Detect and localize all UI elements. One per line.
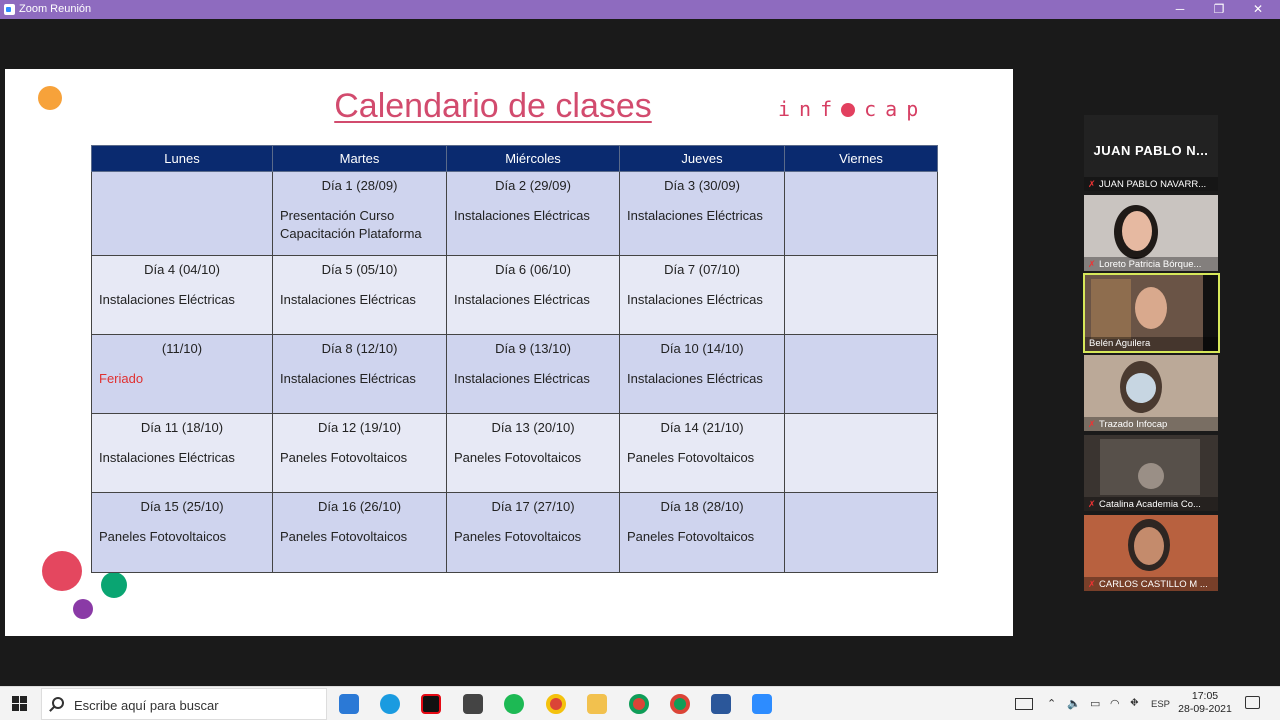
calendar-cell <box>785 493 938 573</box>
participant-name: JUAN PABLO NAVARR... <box>1099 179 1207 190</box>
cell-date: Día 8 (12/10) <box>321 341 398 356</box>
store-icon[interactable] <box>463 694 483 714</box>
mail-icon[interactable] <box>339 694 359 714</box>
cell-date <box>792 420 930 439</box>
cell-subject: Paneles Fotovoltaicos <box>454 529 582 544</box>
cell-date <box>792 499 930 518</box>
calendar-cell <box>447 414 620 493</box>
taskbar-clock[interactable] <box>1176 690 1234 716</box>
maximize-button[interactable]: ❐ <box>1213 2 1225 16</box>
cell-subject: Instalaciones Eléctricas <box>280 292 416 307</box>
calendar-header-row <box>92 146 938 172</box>
cell-date: Día 3 (30/09) <box>664 178 740 193</box>
calendar-cell <box>92 493 273 573</box>
calendar-cell <box>620 493 785 573</box>
chrome-profile-icon[interactable] <box>629 694 649 714</box>
cell-date: Día 4 (04/10) <box>144 262 220 277</box>
header-martes: Martes <box>273 146 447 172</box>
spotify-icon[interactable] <box>504 694 524 714</box>
minimize-button[interactable]: ─ <box>1175 2 1185 16</box>
cell-date: Día 11 (18/10) <box>140 420 224 435</box>
cell-subject: Paneles Fotovoltaicos <box>627 450 755 465</box>
cell-subject: Instalaciones Eléctricas <box>454 371 590 386</box>
participant-name: Loreto Patricia Bórque... <box>1099 259 1202 270</box>
cell-subject: Presentación Curso Capacitación Plataforma <box>280 208 422 241</box>
participant-tile[interactable] <box>1084 355 1218 431</box>
network-icon[interactable]: ⛖ <box>1130 697 1139 709</box>
participant-tile[interactable] <box>1084 515 1218 591</box>
close-button[interactable]: ✕ <box>1252 2 1264 16</box>
participant-tile-active[interactable] <box>1083 273 1220 353</box>
participant-name: Belén Aguilera <box>1089 338 1151 349</box>
calendar-cell <box>273 493 447 573</box>
cell-date: Día 5 (05/10) <box>321 262 398 277</box>
calendar-row <box>92 414 938 493</box>
cell-subject: Instalaciones Eléctricas <box>454 208 590 223</box>
chrome-icon[interactable] <box>546 694 566 714</box>
cell-date: Día 1 (28/09) <box>321 178 398 193</box>
cell-subject: Paneles Fotovoltaicos <box>99 529 227 544</box>
netflix-icon[interactable] <box>421 694 441 714</box>
cell-date: Día 9 (13/10) <box>495 341 571 356</box>
calendar-row <box>92 335 938 414</box>
participant-video <box>1122 211 1152 251</box>
calendar-cell <box>273 256 447 335</box>
calendar-cell <box>92 414 273 493</box>
participant-video <box>1138 463 1164 489</box>
participant-name: Trazado Infocap <box>1099 419 1168 430</box>
calendar-cell <box>447 493 620 573</box>
muted-mic-icon: ✗ <box>1088 419 1096 429</box>
battery-icon[interactable]: ▭ <box>1090 698 1101 710</box>
cell-date: Día 13 (20/10) <box>491 420 575 435</box>
participant-tile[interactable] <box>1084 435 1218 511</box>
cell-subject: Instalaciones Eléctricas <box>280 371 416 386</box>
infocap-logo: inf cap <box>778 97 928 121</box>
cell-subject: Paneles Fotovoltaicos <box>627 529 755 544</box>
header-viernes: Viernes <box>785 146 938 172</box>
edge-icon[interactable] <box>380 694 400 714</box>
cell-date <box>792 178 930 197</box>
muted-mic-icon: ✗ <box>1088 579 1096 589</box>
decor-dot-purple <box>73 599 93 619</box>
cell-date: Día 17 (27/10) <box>491 499 575 514</box>
cell-subject: Instalaciones Eléctricas <box>627 292 763 307</box>
muted-mic-icon: ✗ <box>1088 499 1096 509</box>
cell-date: Día 14 (21/10) <box>660 420 744 435</box>
calendar-cell <box>92 172 273 256</box>
notification-icon[interactable] <box>1245 696 1260 709</box>
cell-date: Día 7 (07/10) <box>664 262 740 277</box>
calendar-cell <box>785 172 938 256</box>
cell-subject: Paneles Fotovoltaicos <box>280 450 408 465</box>
wifi-icon[interactable]: ◠ <box>1110 698 1120 710</box>
calendar-cell <box>620 256 785 335</box>
participant-video <box>1126 373 1156 403</box>
participant-name: Catalina Academia Co... <box>1099 499 1201 510</box>
slide-title: Calendario de clases <box>334 87 652 125</box>
calendar-cell <box>92 256 273 335</box>
cell-subject: Instalaciones Eléctricas <box>99 292 235 307</box>
clock-time: 17:05 <box>1191 690 1219 702</box>
muted-mic-icon: ✗ <box>1088 179 1096 189</box>
cell-date: (11/10) <box>161 341 203 356</box>
word-icon[interactable] <box>711 694 731 714</box>
calendar-cell <box>447 256 620 335</box>
decor-dot-red <box>42 551 82 591</box>
window-title: Zoom Reunión <box>19 3 92 15</box>
zoom-taskbar-icon[interactable] <box>752 694 772 714</box>
shared-screen <box>5 69 1013 636</box>
header-lunes: Lunes <box>92 146 273 172</box>
header-miercoles: Miércoles <box>447 146 620 172</box>
cell-date: Día 12 (19/10) <box>317 420 402 435</box>
participant-tile[interactable] <box>1084 115 1218 191</box>
clock-date: 28-09-2021 <box>1178 703 1232 715</box>
chevron-up-icon[interactable]: ⌃ <box>1047 698 1057 710</box>
calendar-row <box>92 493 938 573</box>
taskbar-search-box[interactable] <box>41 688 327 720</box>
calendar-cell <box>620 414 785 493</box>
calendar-cell <box>785 414 938 493</box>
cell-date <box>792 262 930 281</box>
cell-date <box>792 341 930 360</box>
cell-subject: Instalaciones Eléctricas <box>627 208 763 223</box>
cell-subject: Paneles Fotovoltaicos <box>280 529 408 544</box>
cell-date: Día 2 (29/09) <box>495 178 571 193</box>
calendar-cell <box>785 256 938 335</box>
chrome-profile-2-icon[interactable] <box>670 694 690 714</box>
window-titlebar <box>0 0 1280 19</box>
calendar-cell <box>273 414 447 493</box>
participant-tile[interactable] <box>1084 195 1218 271</box>
volume-icon[interactable]: 🔈 <box>1067 698 1081 710</box>
cell-subject: Paneles Fotovoltaicos <box>454 450 582 465</box>
participant-video <box>1134 527 1164 565</box>
keyboard-icon[interactable] <box>1015 698 1033 710</box>
file-explorer-icon[interactable] <box>587 694 607 714</box>
calendar-cell <box>620 335 785 414</box>
calendar-cell <box>447 335 620 414</box>
decor-dot-green <box>101 572 127 598</box>
muted-mic-icon: ✗ <box>1088 259 1096 269</box>
participant-initials-name: JUAN PABLO N... <box>1093 143 1209 158</box>
calendar-cell <box>447 172 620 256</box>
cell-subject: Instalaciones Eléctricas <box>454 292 590 307</box>
cell-date: Día 15 (25/10) <box>140 499 224 514</box>
calendar-cell <box>92 335 273 414</box>
cell-date: Día 10 (14/10) <box>660 341 744 356</box>
calendar-cell <box>785 335 938 414</box>
search-icon <box>52 697 64 709</box>
windows-start-icon[interactable] <box>12 696 27 711</box>
zoom-icon <box>4 4 15 15</box>
cell-subject: Instalaciones Eléctricas <box>99 450 235 465</box>
participant-name: CARLOS CASTILLO M ... <box>1099 579 1208 590</box>
class-calendar <box>91 145 938 573</box>
participant-video <box>1135 287 1167 329</box>
calendar-row <box>92 172 938 256</box>
language-indicator[interactable]: ESP <box>1151 699 1171 710</box>
cell-holiday: Feriado <box>99 371 144 386</box>
calendar-cell <box>273 172 447 256</box>
cell-date: Día 18 (28/10) <box>660 499 744 514</box>
windows-taskbar <box>0 686 1280 720</box>
cell-subject: Instalaciones Eléctricas <box>627 371 763 386</box>
cell-date: Día 6 (06/10) <box>495 262 571 277</box>
search-placeholder: Escribe aquí para buscar <box>74 698 219 713</box>
calendar-cell <box>273 335 447 414</box>
cell-date <box>99 178 265 197</box>
calendar-cell <box>620 172 785 256</box>
cell-date: Día 16 (26/10) <box>317 499 402 514</box>
calendar-row <box>92 256 938 335</box>
header-jueves: Jueves <box>620 146 785 172</box>
